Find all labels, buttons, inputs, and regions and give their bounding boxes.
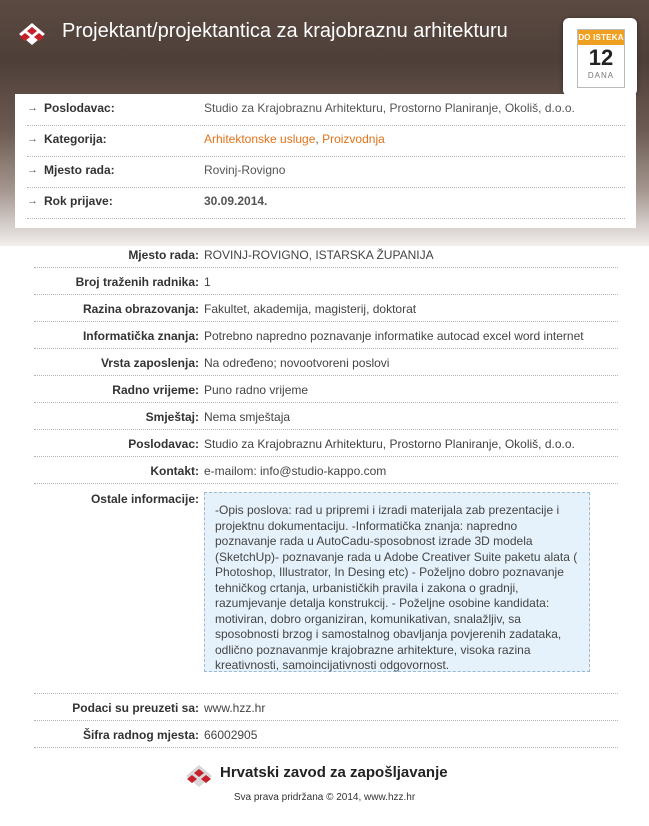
hzz-logo-icon (184, 764, 214, 788)
deadline-badge (563, 18, 637, 96)
detail-row (34, 694, 618, 721)
detail-row (34, 430, 618, 457)
detail-label: Smještaj: (145, 410, 199, 424)
detail-label: Podaci su preuzeti sa: (72, 701, 199, 715)
summary-label: Mjesto rada: (44, 163, 115, 177)
summary-label: Rok prijave: (44, 194, 113, 208)
category-link[interactable]: Proizvodnja (322, 132, 385, 146)
detail-row (34, 457, 618, 484)
calendar-icon (577, 29, 625, 88)
other-info-box: -Opis poslova: rad u pripremi i izradi materijala zab prezentacije i projektnu dokumentaciju. -Informatička znanja: napredno poznavanje rada u AutoCadu-sposobnost izrade 3D modela (SketchUp)- poznavanje rada u Adobe Creativer Suite paketu alata ( Photoshop, Illustrator, In Desing etc) - Poželjno dobro poznavanje tehničkog crtanja, urbanističkih pravila i zakona o gradnji, razumjevanje detalja konstrukcij. - Poželjne osobine kandidata: motiviran, dobro organiziran, komunikativan, snalažljiv, sa sposobnosti brzog i samostalnog obavljanja povjerenih zadataka, odlično poznavanmje krajobrazne arhitekture, visoka razina kreativnosti, samoincijativnosti odgovornost. (204, 492, 590, 672)
detail-value: Nema smještaja (204, 410, 291, 424)
summary-label: Poslodavac: (44, 101, 115, 115)
summary-row-location (27, 156, 625, 188)
detail-label: Informatička znanja: (82, 329, 199, 343)
detail-label: Kontakt: (150, 464, 199, 478)
detail-row (34, 403, 618, 430)
detail-row-other-info (34, 484, 618, 694)
job-summary (15, 94, 636, 228)
detail-label: Razina obrazovanja: (82, 302, 199, 316)
page-title: Projektant/projektantica za krajobraznu arhitekturu (62, 20, 508, 42)
detail-row (34, 241, 618, 268)
deadline-days: 12 (588, 45, 614, 70)
detail-value: 66002905 (204, 728, 258, 742)
summary-row-employer (27, 94, 625, 126)
detail-label: Vrsta zaposlenja: (100, 356, 199, 370)
detail-label: Broj traženih radnika: (75, 275, 199, 289)
detail-row (34, 349, 618, 376)
summary-label: Kategorija: (44, 132, 107, 146)
deadline-unit: DANA (587, 71, 615, 80)
detail-value: 1 (204, 275, 211, 289)
detail-label: Ostale informacije: (90, 492, 199, 506)
footer-copyright: Sva prava pridržana © 2014, www.hzz.hr (233, 792, 416, 803)
arrow-right-icon: → (27, 133, 38, 145)
detail-label: Mjesto rada: (128, 248, 199, 262)
detail-row (34, 295, 618, 322)
detail-value: Na određeno; novootvoreni poslovi (204, 356, 390, 370)
arrow-right-icon: → (27, 164, 38, 176)
detail-row (34, 721, 618, 748)
detail-value: Fakultet, akademija, magisterij, doktorat (204, 302, 417, 316)
detail-value: e-mailom: info@studio-kappo.com (204, 464, 387, 478)
summary-row-category (27, 125, 625, 157)
detail-value: Potrebno napredno poznavanje informatike autocad excel word internet (204, 329, 584, 343)
detail-label: Šifra radnog mjesta: (82, 728, 199, 742)
detail-row (34, 268, 618, 295)
summary-value: 30.09.2014. (204, 194, 268, 208)
arrow-right-icon: → (27, 195, 38, 207)
detail-row (34, 376, 618, 403)
category-link[interactable]: Arhitektonske usluge (204, 132, 316, 146)
detail-row (34, 322, 618, 349)
detail-value: ROVINJ-ROVIGNO, ISTARSKA ŽUPANIJA (204, 248, 434, 262)
footer-org-name: Hrvatski zavod za zapošljavanje (220, 764, 448, 781)
summary-row-deadline (27, 187, 625, 219)
category-separator: , (315, 132, 323, 146)
detail-label: Poslodavac: (128, 437, 199, 451)
hzz-logo-icon (17, 22, 47, 46)
summary-value (204, 132, 385, 146)
source-link[interactable]: www.hzz.hr (204, 701, 266, 715)
detail-label: Radno vrijeme: (112, 383, 199, 397)
arrow-right-icon: → (27, 102, 38, 114)
detail-value: Studio za Krajobraznu Arhitekturu, Prostorno Planiranje, Okoliš, d.o.o. (204, 437, 575, 451)
deadline-label: DO ISTEKA (578, 30, 624, 45)
summary-value: Rovinj-Rovigno (204, 163, 286, 177)
detail-value: Puno radno vrijeme (204, 383, 309, 397)
summary-value: Studio za Krajobraznu Arhitekturu, Prostorno Planiranje, Okoliš, d.o.o. (204, 101, 575, 115)
